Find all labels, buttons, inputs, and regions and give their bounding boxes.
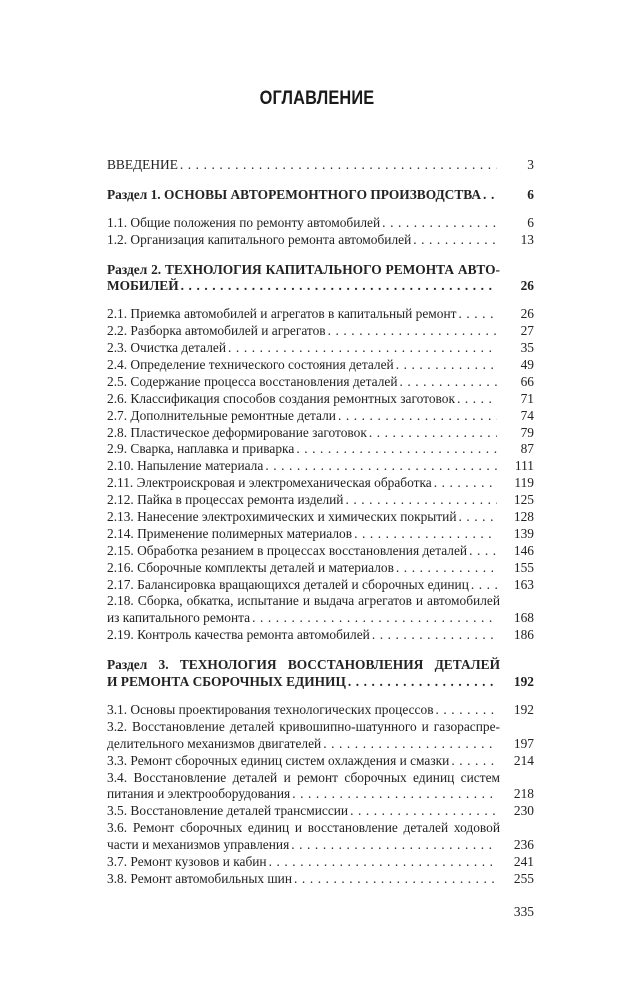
dot-leader: [483, 187, 497, 204]
toc-page-number: 119: [514, 475, 534, 491]
page-number: 335: [513, 904, 534, 919]
toc-entry-text: 2.2. Разборка автомобилей и агрегатов: [107, 323, 326, 339]
toc-item[interactable]: [107, 820, 534, 854]
toc-entry-text: части и механизмов управления: [107, 837, 290, 853]
toc-entry-row: [107, 340, 534, 357]
toc-section-items: [107, 702, 534, 888]
toc-entry-row: [107, 408, 534, 425]
toc-item[interactable]: [107, 492, 534, 509]
toc-entry-text: Раздел 2. ТЕХНОЛОГИЯ КАПИТАЛЬНОГО РЕМОНТА АВТО-: [107, 261, 500, 277]
toc-item[interactable]: [107, 543, 534, 560]
toc-entry-text: 2.10. Напыление материала: [107, 458, 264, 474]
toc-entry-text: 2.15. Обработка резанием в процессах восстановления деталей: [107, 542, 468, 558]
toc-entry-text: делительного механизмов двигателей: [107, 735, 322, 751]
dot-leader: [228, 340, 497, 357]
toc-item[interactable]: [107, 306, 534, 323]
dot-leader: [338, 408, 497, 425]
dot-leader: [400, 374, 498, 391]
toc-page-number: 214: [513, 752, 534, 768]
toc-entry-text: Раздел 3. ТЕХНОЛОГИЯ ВОССТАНОВЛЕНИЯ ДЕТАЛЕЙ: [107, 657, 500, 673]
toc-entry-text: 2.1. Приемка автомобилей и агрегатов в капитальный ремонт: [107, 306, 457, 322]
toc-entry-row: [107, 458, 534, 475]
toc-entry-text: 2.12. Пайка в процессах ремонта изделий: [107, 492, 344, 508]
toc-entry-intro[interactable]: [107, 157, 534, 174]
toc-page-number: 218: [513, 786, 534, 802]
toc-entry-text: 3.1. Основы проектирования технологических процессов: [107, 701, 434, 717]
toc-entry-text: 3.2. Восстановление деталей кривошипно-шатунного и газораспре-: [107, 718, 500, 734]
toc-section-heading[interactable]: [107, 657, 534, 691]
toc-entry-row: [107, 391, 534, 408]
dot-leader: [252, 610, 497, 627]
toc-page-number: 87: [520, 441, 534, 457]
toc-entry-text: ВВЕДЕНИЕ: [107, 157, 178, 172]
toc-entry-text: 3.4. Восстановление деталей и ремонт сборочных единиц систем: [107, 769, 500, 785]
toc-page-number: 71: [520, 390, 534, 406]
toc-page-number: 186: [513, 627, 534, 643]
toc-page-number: 111: [514, 458, 534, 474]
toc-entry-row: [107, 475, 534, 492]
dot-leader: [436, 702, 497, 719]
toc-entry-line: [107, 820, 500, 837]
toc-entry-row: [107, 492, 534, 509]
table-of-contents: [107, 157, 534, 888]
toc-item[interactable]: [107, 232, 534, 249]
toc-entry-row: [107, 215, 534, 232]
toc-entry-text: 2.9. Сварка, наплавка и приварка: [107, 441, 295, 457]
toc-entry-line: [107, 657, 500, 674]
dot-leader: [372, 627, 497, 644]
toc-entry-text: 2.4. Определение технического состояния деталей: [107, 357, 394, 373]
toc-section-items: [107, 306, 534, 644]
toc-page-number: 13: [520, 231, 534, 247]
toc-item[interactable]: [107, 408, 534, 425]
dot-leader: [354, 526, 497, 543]
toc-entry-text: 2.6. Классификация способов создания ремонтных заготовок: [107, 390, 455, 406]
toc-page-number: 192: [513, 674, 534, 690]
dot-leader: [459, 509, 498, 526]
toc-entry-text: 2.11. Электроискровая и электромеханическая обработка: [107, 475, 432, 491]
toc-entry-row: [107, 357, 534, 374]
dot-leader: [292, 786, 497, 803]
toc-item[interactable]: [107, 340, 534, 357]
toc-entry-text: 2.5. Содержание процесса восстановления деталей: [107, 373, 398, 389]
toc-entry-row: [107, 187, 534, 204]
dot-leader: [396, 357, 497, 374]
toc-entry-row: [107, 753, 534, 770]
dot-leader: [328, 323, 497, 340]
toc-entry-text: 2.13. Нанесение электрохимических и химических покрытий: [107, 509, 457, 525]
toc-entry-row: [107, 577, 534, 594]
toc-entry-line: [107, 719, 500, 736]
toc-entry-text: 3.5. Восстановление деталей трансмиссии: [107, 803, 349, 819]
toc-page-number: 192: [513, 701, 534, 717]
toc-entry-row: [107, 803, 534, 820]
toc-page-number: 197: [513, 735, 534, 751]
toc-page-number: 168: [513, 610, 534, 626]
dot-leader: [396, 560, 497, 577]
toc-item[interactable]: [107, 526, 534, 543]
toc-entry-row: [107, 526, 534, 543]
toc-page-number: 3: [527, 157, 534, 172]
toc-entry-text: 3.7. Ремонт кузовов и кабин: [107, 853, 267, 869]
dot-leader: [296, 441, 497, 458]
toc-entry-row: [107, 278, 534, 295]
toc-entry-text: из капитального ремонта: [107, 610, 251, 626]
toc-page-number: 26: [520, 306, 534, 322]
toc-entry-row: [107, 509, 534, 526]
toc-entry-row: [107, 560, 534, 577]
dot-leader: [451, 753, 497, 770]
toc-entry-row: [107, 323, 534, 340]
dot-leader: [413, 232, 497, 249]
toc-entry-text: 3.8. Ремонт автомобильных шин: [107, 870, 293, 886]
toc-item[interactable]: [107, 627, 534, 644]
toc-page-number: 128: [513, 509, 534, 525]
toc-page-number: 146: [513, 542, 534, 558]
dot-leader: [323, 736, 497, 753]
dot-leader: [382, 215, 497, 232]
dot-leader: [471, 577, 497, 594]
toc-item[interactable]: [107, 803, 534, 820]
toc-entry-text: 2.17. Балансировка вращающихся деталей и сборочных единиц: [107, 576, 469, 592]
toc-entry-row: [107, 786, 534, 803]
toc-entry-line: [107, 593, 500, 610]
dot-leader: [180, 157, 497, 174]
toc-page-number: 125: [513, 492, 534, 508]
toc-page-number: 155: [513, 559, 534, 575]
toc-item[interactable]: [107, 441, 534, 458]
toc-entry-row: [107, 702, 534, 719]
toc-item[interactable]: [107, 357, 534, 374]
dot-leader: [469, 543, 497, 560]
toc-entry-text: 2.8. Пластическое деформирование заготовок: [107, 424, 367, 440]
toc-entry-row: [107, 674, 534, 691]
dot-leader: [294, 871, 497, 888]
toc-page-number: 255: [513, 870, 534, 886]
toc-entry-text: 3.6. Ремонт сборочных единиц и восстановление деталей ходовой: [107, 820, 500, 836]
toc-page-number: 163: [513, 576, 534, 592]
toc-entry-text: 3.3. Ремонт сборочных единиц систем охлаждения и смазки: [107, 752, 450, 768]
toc-item[interactable]: [107, 374, 534, 391]
toc-page-number: 6: [527, 186, 534, 202]
toc-page-number: 49: [520, 357, 534, 373]
dot-leader: [457, 391, 497, 408]
dot-leader: [345, 492, 497, 509]
toc-entry-row: [107, 854, 534, 871]
toc-item[interactable]: [107, 770, 534, 804]
toc-item[interactable]: [107, 458, 534, 475]
toc-item[interactable]: [107, 215, 534, 232]
dot-leader: [181, 278, 497, 295]
toc-section-heading[interactable]: [107, 187, 534, 204]
toc-page-number: 139: [513, 525, 534, 541]
toc-entry-row: [107, 736, 534, 753]
toc-page-number: 6: [527, 214, 534, 230]
toc-page-number: 27: [520, 323, 534, 339]
toc-page-number: 79: [520, 424, 534, 440]
dot-leader: [348, 674, 497, 691]
page-title: ОГЛАВЛЕНИЕ: [259, 88, 375, 109]
toc-item[interactable]: [107, 323, 534, 340]
toc-entry-row: [107, 374, 534, 391]
dot-leader: [269, 854, 497, 871]
toc-item[interactable]: [107, 577, 534, 594]
toc-item[interactable]: [107, 702, 534, 719]
toc-item[interactable]: [107, 854, 534, 871]
toc-item[interactable]: [107, 753, 534, 770]
toc-entry-row: [107, 837, 534, 854]
toc-entry-text: 1.1. Общие положения по ремонту автомобилей: [107, 214, 381, 230]
dot-leader: [369, 425, 497, 442]
toc-entry-line: [107, 262, 500, 279]
toc-entry-row: [107, 871, 534, 888]
toc-page-number: 241: [513, 853, 534, 869]
toc-entry-row: [107, 610, 534, 627]
toc-entry-text: И РЕМОНТА СБОРОЧНЫХ ЕДИНИЦ: [107, 674, 346, 690]
toc-entry-row: [107, 425, 534, 442]
dot-leader: [291, 837, 497, 854]
toc-entry-row: [107, 232, 534, 249]
toc-page-number: 236: [513, 837, 534, 853]
toc-page-number: 66: [520, 373, 534, 389]
toc-entry-line: [107, 770, 500, 787]
toc-entry-text: питания и электрооборудования: [107, 786, 291, 802]
toc-item[interactable]: [107, 391, 534, 408]
toc-entry-row: [107, 306, 534, 323]
toc-item[interactable]: [107, 475, 534, 492]
toc-entry-text: 1.2. Организация капитального ремонта автомобилей: [107, 231, 412, 247]
dot-leader: [350, 803, 497, 820]
toc-entry-text: 2.3. Очистка деталей: [107, 340, 227, 356]
toc-item[interactable]: [107, 425, 534, 442]
toc-page-number: 74: [520, 407, 534, 423]
toc-section-heading[interactable]: [107, 262, 534, 296]
toc-item[interactable]: [107, 719, 534, 753]
dot-leader: [434, 475, 497, 492]
toc-entry-text: МОБИЛЕЙ: [107, 278, 179, 294]
toc-entry-row: [107, 543, 534, 560]
toc-entry-row: [107, 441, 534, 458]
toc-entry-text: 2.19. Контроль качества ремонта автомобилей: [107, 627, 370, 643]
toc-entry-row: [107, 627, 534, 644]
toc-item[interactable]: [107, 593, 534, 627]
toc-item[interactable]: [107, 509, 534, 526]
toc-entry-text: 2.7. Дополнительные ремонтные детали: [107, 407, 336, 423]
toc-item[interactable]: [107, 871, 534, 888]
toc-entry-text: 2.18. Сборка, обкатка, испытание и выдача агрегатов и автомобилей: [107, 593, 500, 609]
toc-page-number: 230: [513, 803, 534, 819]
toc-entry-text: 2.16. Сборочные комплекты деталей и материалов: [107, 559, 394, 575]
toc-item[interactable]: [107, 560, 534, 577]
toc-entry-text: 2.14. Применение полимерных материалов: [107, 525, 353, 541]
toc-entry-text: Раздел 1. ОСНОВЫ АВТОРЕМОНТНОГО ПРОИЗВОДСТВА: [107, 186, 482, 202]
toc-page-number: 26: [520, 278, 534, 294]
toc-page-number: 35: [520, 340, 534, 356]
toc-section-items: [107, 215, 534, 249]
dot-leader: [265, 458, 497, 475]
dot-leader: [458, 306, 497, 323]
